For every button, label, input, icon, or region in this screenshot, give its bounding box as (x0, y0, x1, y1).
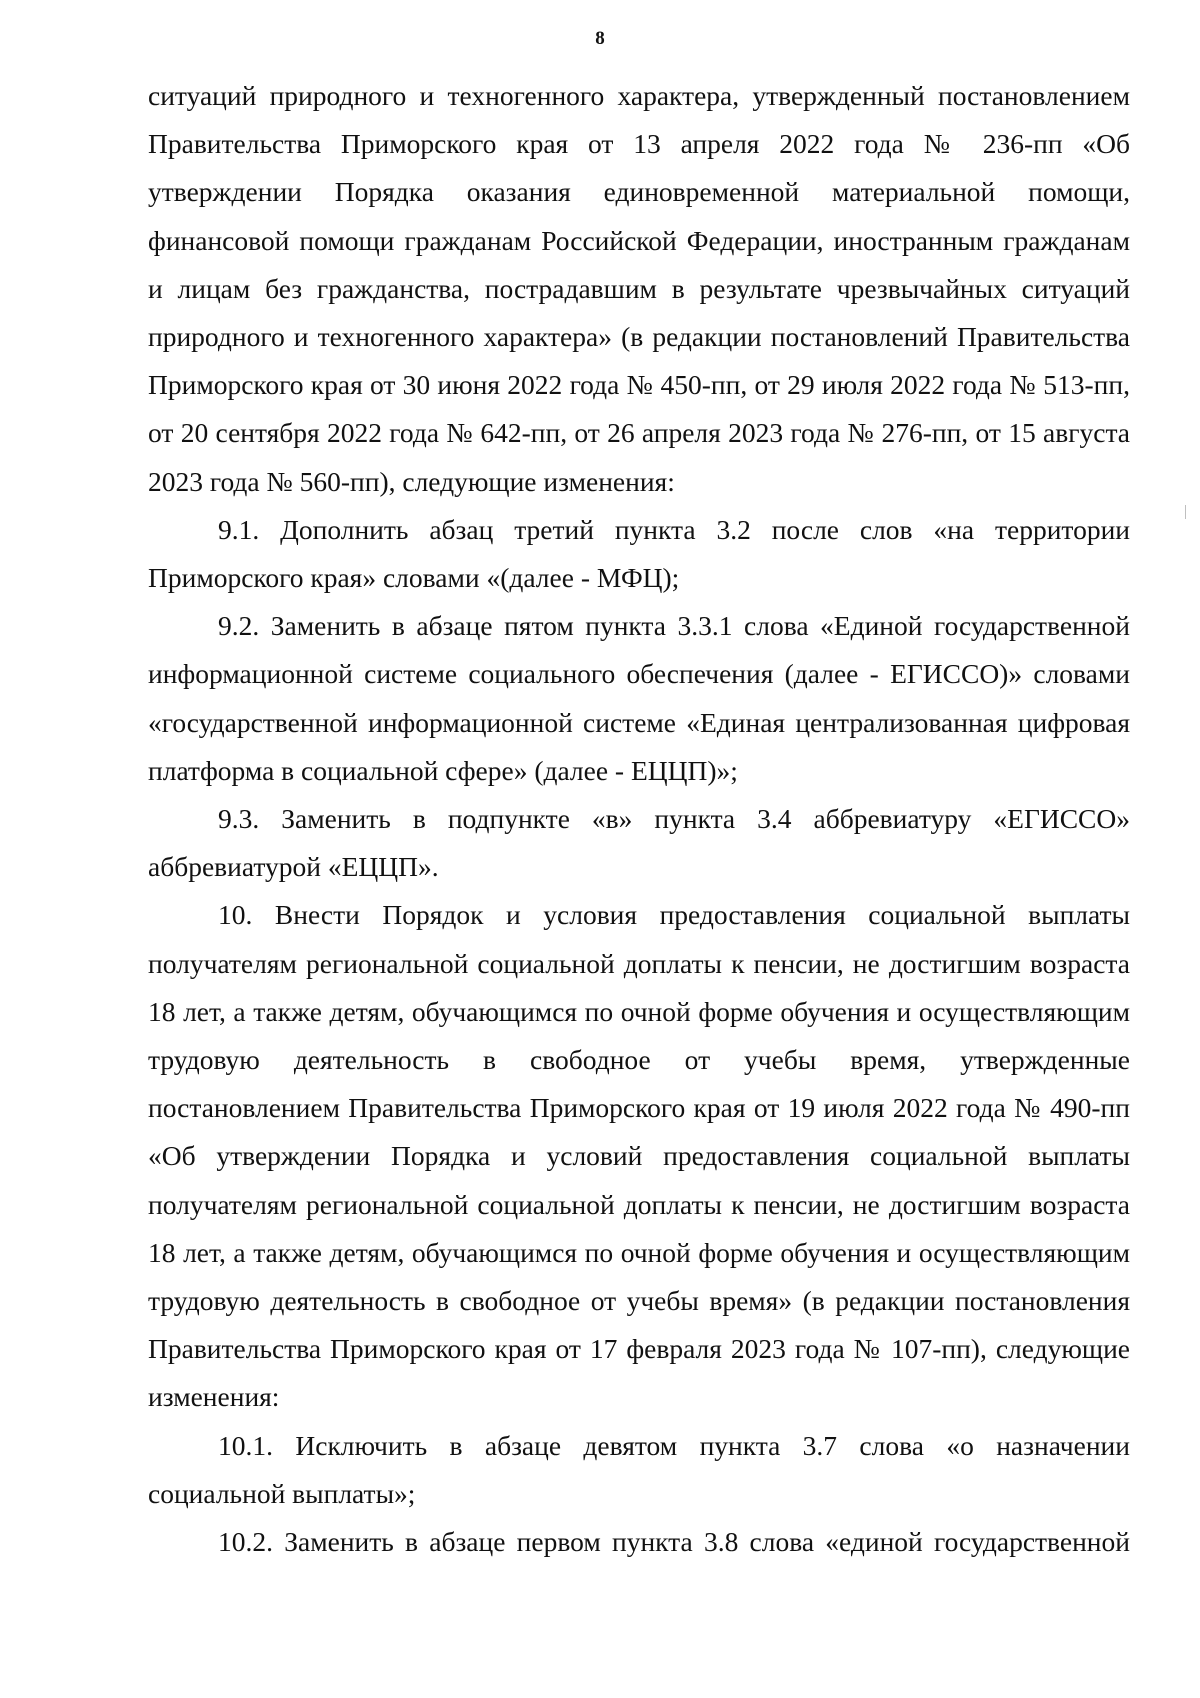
document-body (148, 72, 1130, 1566)
paragraph-9-3: 9.3. Заменить в подпункте «в» пункта 3.4 аббревиатуру «ЕГИССО» аббревиатурой «ЕЦЦП». (148, 803, 1130, 883)
paragraph-10-2: 10.2. Заменить в абзаце первом пункта 3.8 слова «единой государственной (218, 1526, 1130, 1558)
paragraph-10-1: 10.1. Исключить в абзаце девятом пункта 3.7 слова «о назначении социальной выплаты»; (148, 1429, 1130, 1509)
paragraph-9-2: 9.2. Заменить в абзаце пятом пункта 3.3.1 слова «Единой государственной информационной системе социального обеспечения (далее - ЕГИССО)» словами «государственной информационной системе «Единая централизованная цифровая платформа в социальной сфере» (далее - ЕЦЦП)»; (148, 610, 1130, 786)
paragraph-9-1: 9.1. Дополнить абзац третий пункта 3.2 после слов «на территории Приморского края» словами «(далее - МФЦ); (148, 513, 1130, 594)
scan-artifact (1185, 505, 1186, 519)
page-number: 8 (595, 28, 605, 49)
paragraph-10: 10. Внести Порядок и условия предоставления социальной выплаты получателям региональной социальной доплаты к пенсии, не достигшим возраста 18 лет, а также детям, обучающимся по очной форме обучения и осуществляющим трудовую деятельность в свободное от учебы время, утвержденные постановлением Правительства Приморского края от 19 июля 2022 года № 490-пп «Об утверждении Порядка и условий предоставления социальной выплаты получателям региональной социальной доплаты к пенсии, не достигшим возраста 18 лет, а также детям, обучающимся по очной форме обучения и осуществляющим трудовую деятельность в свободное от учебы время» (в редакции постановления Правительства Приморского края от 17 февраля 2023 года № 107-пп), следующие изменения: (148, 899, 1130, 1413)
paragraph-continuation: ситуаций природного и техногенного характера, утвержденный постановлением Правительства Приморского края от 13 апреля 2022 года № 236-пп «Об утверждении Порядка оказания единовременной материальной помощи, финансовой помощи гражданам Российской Федерации, иностранным гражданам и лицам без гражданства, пострадавшим в результате чрезвычайных ситуаций природного и техногенного характера» (в редакции постановлений Правительства Приморского края от 30 июня 2022 года № 450-пп, от 29 июля 2022 года № 513-пп, от 20 сентября 2022 года № 642-пп, от 26 апреля 2023 года № 276-пп, от 15 августа 2023 года № 560-пп), следующие изменения: (148, 80, 1130, 497)
